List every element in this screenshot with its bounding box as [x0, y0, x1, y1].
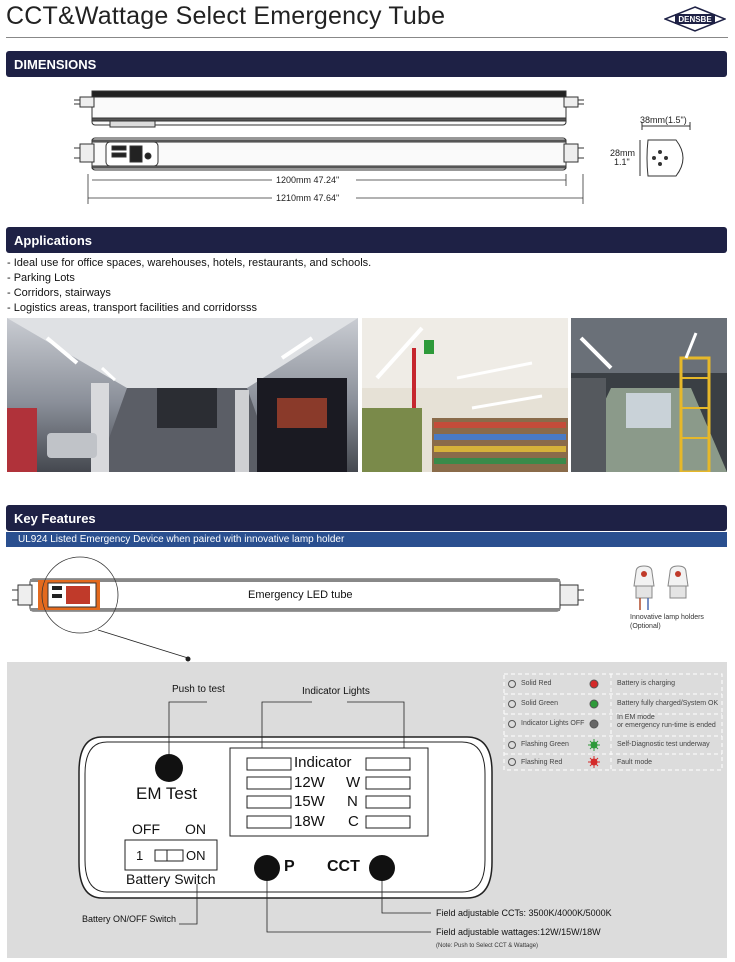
tube-label: Emergency LED tube — [248, 589, 353, 601]
legend-state: Solid Red — [521, 680, 552, 687]
wattage-12w-label: 12W — [294, 774, 325, 791]
application-item: - Parking Lots — [7, 272, 75, 284]
application-item: - Corridors, stairways — [7, 287, 111, 299]
diameter-label: 38mm(1.5") — [640, 115, 687, 125]
tube-side-view-top — [74, 91, 584, 127]
indicator-label: Indicator — [294, 754, 352, 771]
title-divider — [6, 37, 728, 38]
emergency-tube-illustration — [0, 552, 735, 664]
parking-garage-photo — [7, 318, 358, 472]
solid-green-indicator — [590, 700, 598, 708]
em-test-label: EM Test — [136, 784, 198, 803]
select-note: (Note: Push to Select CCT & Wattage) — [436, 943, 539, 949]
cct-n-label: N — [347, 793, 358, 810]
length-inner-label: 1200mm 47.24" — [276, 175, 340, 185]
push-to-test-label: Push to test — [172, 684, 225, 695]
legend-state: Solid Green — [521, 700, 558, 707]
cct-callout: Field adjustable CCTs: 3500K/4000K/5000K — [436, 908, 612, 918]
legend-meaning: Fault mode — [617, 759, 653, 766]
flashing-green-indicator — [588, 739, 600, 751]
cct-c-label: C — [348, 813, 359, 830]
legend-state: Indicator Lights OFF — [521, 720, 585, 727]
legend-meaning: Battery fully charged/System OK — [617, 700, 719, 707]
ul924-note: UL924 Listed Emergency Device when paired with innovative lamp holder — [6, 532, 727, 547]
solid-red-indicator — [590, 680, 598, 688]
industrial-facility-photo — [571, 318, 727, 472]
section-title-applications: Applications — [14, 233, 93, 248]
brand-logo — [664, 6, 726, 32]
switch-position-on: ON — [186, 848, 206, 863]
application-item: - Ideal use for office spaces, warehouses, hotels, restaurants, and schools. — [7, 257, 372, 269]
height-label-in: 1.1" — [614, 157, 630, 167]
application-item: - Logistics areas, transport facilities and corridorsss — [7, 302, 258, 314]
length-outer-label: 1210mm 47.64" — [276, 193, 340, 203]
p-button — [254, 855, 280, 881]
cct-w-label: W — [346, 774, 361, 791]
cct-button — [369, 855, 395, 881]
legend-meaning-extra: or emergency run-time is ended — [617, 722, 716, 729]
lamp-holder-label: Innovative lamp holders — [630, 614, 704, 621]
page-title: CCT&Wattage Select Emergency Tube — [6, 2, 446, 30]
lamp-holder-optional-label: (Optional) — [630, 623, 661, 630]
on-label: ON — [185, 821, 206, 837]
battery-switch-label: Battery Switch — [126, 871, 216, 887]
battery-switch-callout: Battery ON/OFF Switch — [82, 914, 177, 924]
wattage-18w-label: 18W — [294, 813, 325, 830]
lamp-holder-icons — [634, 566, 688, 610]
em-test-button — [155, 754, 183, 782]
indicator-lights-label: Indicator Lights — [302, 686, 370, 697]
supermarket-photo — [362, 318, 568, 472]
legend-meaning: In EM mode — [617, 714, 655, 721]
legend-state: Flashing Red — [521, 759, 563, 766]
off-label: OFF — [132, 821, 160, 837]
section-title-dimensions: DIMENSIONS — [14, 57, 97, 72]
cct-button-label: CCT — [327, 858, 360, 875]
section-bar-dimensions — [6, 51, 727, 77]
section-bar-applications — [6, 227, 727, 253]
tube-end-view — [640, 122, 690, 176]
height-label-mm: 28mm — [610, 148, 636, 158]
legend-state: Flashing Green — [521, 741, 569, 748]
section-title-key-features: Key Features — [14, 511, 96, 526]
brand-name: DENSBE — [678, 15, 712, 24]
wattage-15w-label: 15W — [294, 793, 325, 810]
lights-off-indicator — [590, 720, 598, 728]
section-bar-key-features — [6, 505, 727, 531]
switch-position-1: 1 — [136, 848, 144, 863]
legend-meaning: Self-Diagnostic test underway — [617, 741, 710, 748]
flashing-red-indicator — [588, 756, 600, 768]
tube-side-view-bottom — [74, 138, 584, 170]
p-button-label: P — [284, 858, 295, 875]
legend-meaning: Battery is charging — [617, 680, 675, 687]
wattage-callout: Field adjustable wattages:12W/15W/18W — [436, 927, 601, 937]
